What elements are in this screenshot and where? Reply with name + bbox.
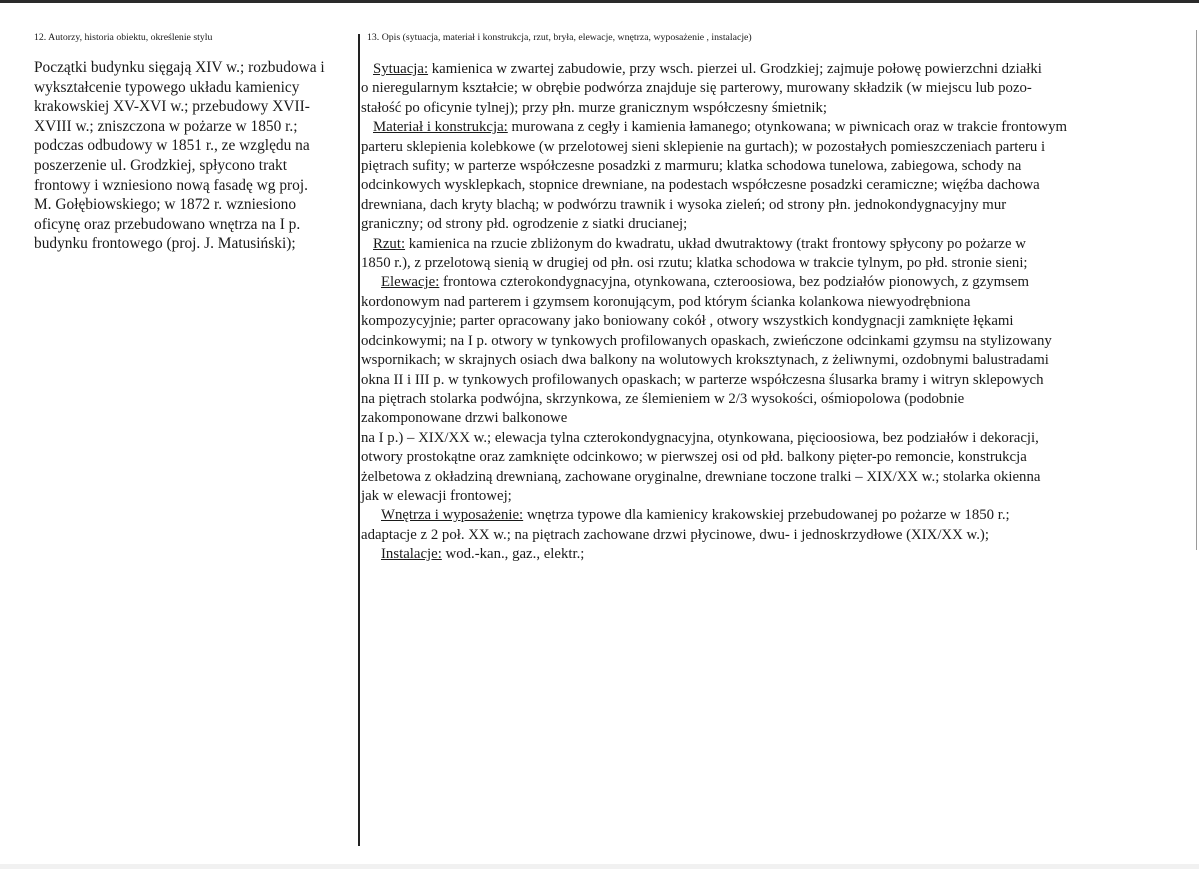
elewacje-line: okna II i III p. w tynkowych profilowanych opaskach; w parterze współczesna ślusarka bramy i witryn sklepowych xyxy=(361,371,1044,388)
material-label: Materiał i konstrukcja: xyxy=(373,119,508,136)
description-text xyxy=(361,60,1191,565)
elewacje-line: na I p.) – XIX/XX w.; elewacja tylna czterokondygnacyjna, otynkowana, pięcioosiowa, bez podziałów i dekoracji, xyxy=(361,429,1039,446)
material-line: piętrach sufity; w parterze współczesne posadzki z marmuru; klatka schodowa tunelowa, zabiegowa, schody na xyxy=(361,158,1022,175)
rzut-line: 1850 r.), z przelotową sienią w drugiej od płn. osi rzutu; klatka schodowa w trakcie tylnym, po płd. stronie sieni; xyxy=(361,255,1028,272)
sytuacja-paragraph-start xyxy=(361,60,1191,79)
elewacje-label: Elewacje: xyxy=(381,274,440,291)
wnetrza-paragraph-start xyxy=(361,506,1191,525)
elewacje-line: na piętrach stolarka podwójna, skrzynkowa, ze ślemieniem w 2/3 wysokości, ośmiopolowa (podobnie xyxy=(361,390,965,407)
history-line: podczas odbudowy w 1851 r., ze względu na xyxy=(34,137,310,155)
sytuacja-line: stałość po oficynie tylnej); przy płn. murze granicznym współczesny śmietnik; xyxy=(361,99,827,116)
history-line: budynku frontowego (proj. J. Matusiński); xyxy=(34,235,296,253)
sytuacja-line: o nieregularnym kształcie; w obrębie podwórza znajduje się parterowy, murowany składzik (w miejscu lub pozo- xyxy=(361,80,1032,97)
bottom-border xyxy=(0,864,1199,869)
history-line: frontowy i wzniesiono nową fasadę wg proj. xyxy=(34,176,308,194)
material-line: odcinkowych wysklepkach, stopnice drewniane, na podestach współczesne posadzki ceramiczne; więźba dachowa xyxy=(361,177,1040,194)
material-paragraph-start xyxy=(361,118,1191,137)
material-text: murowana z cegły i kamienia łamanego; otynkowana; w piwnicach oraz w trakcie frontowym xyxy=(507,119,1067,136)
elewacje-line: kompozycyjnie; parter opracowany jako boniowany cokół , otwory wszystkich kondygnacji zamknięte łękami xyxy=(361,313,1014,330)
top-border xyxy=(0,0,1199,3)
history-line: Początki budynku sięgają XIV w.; rozbudowa i xyxy=(34,59,325,76)
history-line: krakowskiej XV-XVI w.; przebudowy XVII- xyxy=(34,98,310,116)
elewacje-text: frontowa czterokondygnacyjna, otynkowana, czteroosiowa, bez podziałów pionowych, z gzymsem xyxy=(439,274,1029,291)
material-line: drewniana, dach kryty blachą; w podwórzu trawnik i wysoka zieleń; od strony płn. jednokondygnacyjny mur xyxy=(361,196,1007,213)
material-line: parteru sklepienia kolebkowe (w przelotowej sieni sklepienie na gurtach); w pozostałych pomieszczeniach parteru i xyxy=(361,138,1046,155)
section-12-header: 12. Autorzy, historia obiektu, określenie stylu xyxy=(34,32,213,43)
elewacje-line: otwory prostokątne oraz zamknięte odcinkowo; w pierwszej osi od płd. balkony pięter-po remoncie, konstrukcja xyxy=(361,449,1027,466)
elewacje-paragraph-start xyxy=(361,273,1191,292)
rzut-text: kamienica na rzucie zbliżonym do kwadratu, układ dwutraktowy (trakt frontowy spłycony po pożarze w xyxy=(405,235,1026,252)
rzut-paragraph-start xyxy=(361,235,1191,254)
instalacje-text: wod.-kan., gaz., elektr.; xyxy=(441,546,585,563)
wnetrza-line: adaptacje z 2 poł. XX w.; na piętrach zachowane drzwi płycinowe, dwu- i jednoskrzydłowe (XIX/XX w.); xyxy=(361,526,989,543)
elewacje-line: odcinkowymi; na I p. otwory w tynkowych profilowanych opaskach, zwieńczone odcinkami gzymsu na stylizowany xyxy=(361,332,1052,349)
sytuacja-text: kamienica w zwartej zabudowie, przy wsch. pierzei ul. Grodzkiej; zajmuje połowę powierzchni działki xyxy=(428,61,1042,77)
elewacje-line: zakomponowane drzwi balkonowe xyxy=(361,410,568,427)
elewacje-line: jak w elewacji frontowej; xyxy=(361,487,512,504)
elewacje-line: żelbetowa z okładziną drewnianą, zachowane oryginalne, drewniane toczone tralki – XIX/XX w.; stolarka okienna xyxy=(361,468,1041,485)
instalacje-paragraph xyxy=(361,545,1191,564)
history-line: poszerzenie ul. Grodzkiej, spłycono trakt xyxy=(34,156,288,174)
history-line: M. Gołębiowskiego; w 1872 r. wzniesiono xyxy=(34,196,297,214)
history-line: XVIII w.; zniszczona w pożarze w 1850 r.; xyxy=(34,117,298,135)
sytuacja-label: Sytuacja: xyxy=(373,61,429,77)
history-line: oficynę oraz przebudowano wnętrza na I p. xyxy=(34,215,301,233)
right-edge-rule xyxy=(1196,30,1197,550)
rzut-label: Rzut: xyxy=(373,235,406,252)
wnetrza-label: Wnętrza i wyposażenie: xyxy=(381,507,524,524)
history-line: wykształcenie typowego układu kamienicy xyxy=(34,78,300,96)
elewacje-line: wspornikach; w skrajnych osiach dwa balkony na wolutowych kroksztynach, z żeliwnymi, ozdobnymi balustradami xyxy=(361,352,1049,369)
elewacje-line: kordonowym nad parterem i gzymsem koronującym, pod którym ścianka kolankowa niewyodrębniona xyxy=(361,293,971,310)
wnetrza-text: wnętrza typowe dla kamienicy krakowskiej przebudowanej po pożarze w 1850 r.; xyxy=(523,507,1010,524)
history-text xyxy=(34,58,364,254)
instalacje-label: Instalacje: xyxy=(381,546,442,563)
material-line: graniczny; od strony płd. ogrodzenie z siatki drucianej; xyxy=(361,216,688,233)
section-13-header: 13. Opis (sytuacja, materiał i konstrukcja, rzut, bryła, elewacje, wnętrza, wyposażenie , instalacje) xyxy=(367,32,752,43)
